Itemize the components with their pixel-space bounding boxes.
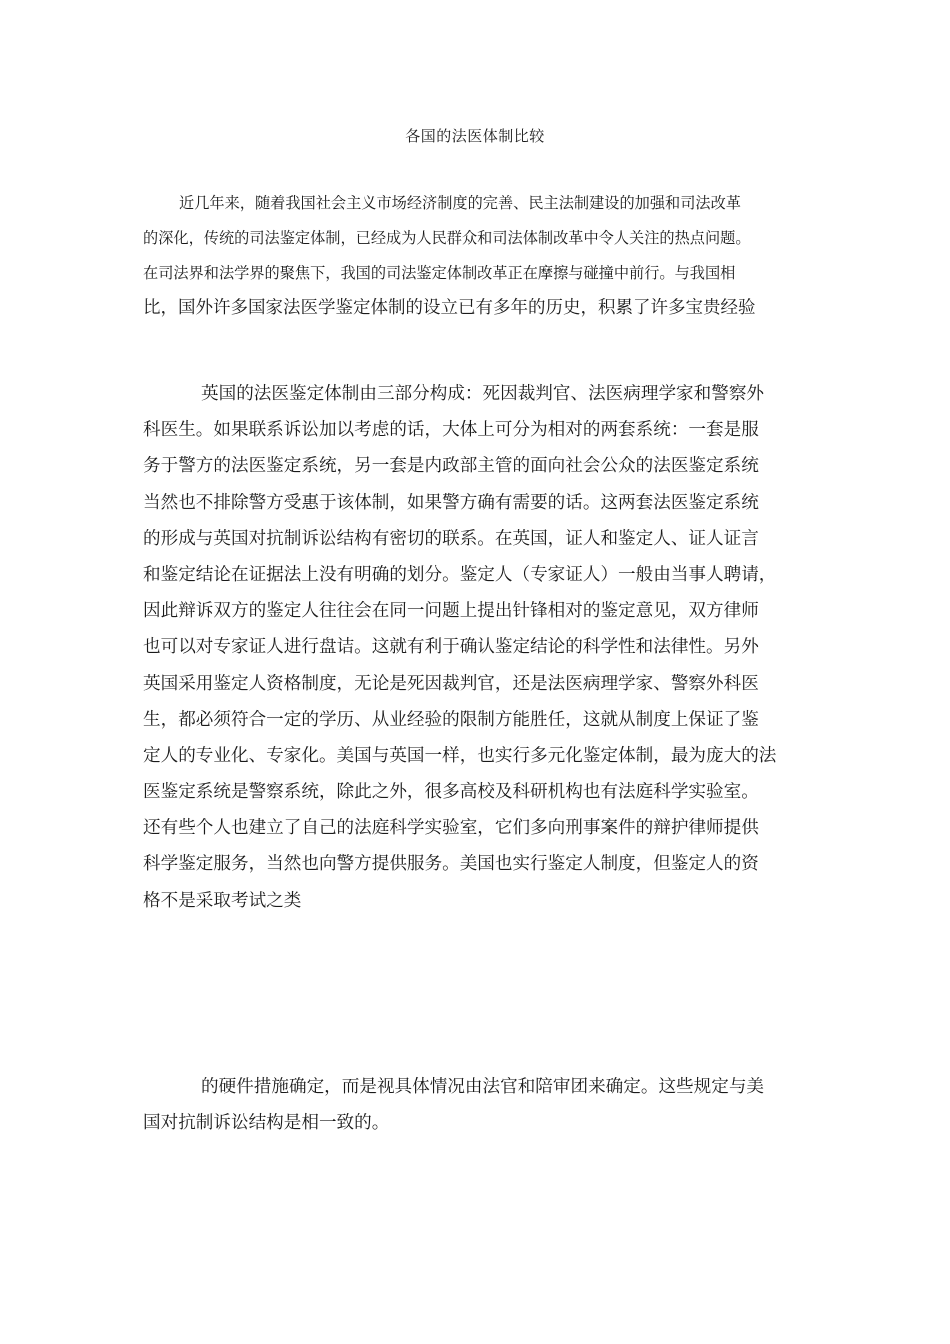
- document-title: 各国的法医体制比较: [405, 127, 545, 145]
- paragraph-line: 比，国外许多国家法医学鉴定体制的设立已有多年的历史，积累了许多宝贵经验: [143, 298, 756, 318]
- paragraph-line: 近几年来，随着我国社会主义市场经济制度的完善、民主法制建设的加强和司法改革: [179, 194, 741, 212]
- paragraph-line: 科医生。如果联系诉讼加以考虑的话，大体上可分为相对的两套系统：一套是服: [143, 420, 759, 441]
- paragraph-line: 英国的法医鉴定体制由三部分构成：死因裁判官、法医病理学家和警察外: [201, 384, 765, 404]
- paragraph-line: 国对抗制诉讼结构是相一致的。: [143, 1113, 390, 1133]
- paragraph-line: 还有些个人也建立了自己的法庭科学实验室，它们多向刑事案件的辩护律师提供: [143, 818, 759, 839]
- paragraph-line: 当然也不排除警方受惠于该体制，如果警方确有需要的话。这两套法医鉴定系统: [143, 492, 759, 513]
- paragraph-line: 的形成与英国对抗制诉讼结构有密切的联系。在英国，证人和鉴定人、证人证言: [143, 528, 759, 549]
- paragraph-line: 因此辩诉双方的鉴定人往往会在同一问题上提出针锋相对的鉴定意见，双方律师: [143, 601, 759, 622]
- paragraph-line: 务于警方的法医鉴定系统，另一套是内政部主管的面向社会公众的法医鉴定系统: [143, 456, 759, 477]
- paragraph-line: 定人的专业化、专家化。美国与英国一样，也实行多元化鉴定体制，最为庞大的法: [143, 745, 777, 766]
- paragraph-line: 的深化，传统的司法鉴定体制，已经成为人民群众和司法体制改革中令人关注的热点问题。: [143, 229, 751, 247]
- paragraph-conclusion: [143, 1069, 807, 1141]
- paragraph-line: 的硬件措施确定，而是视具体情况由法官和陪审团来确定。这些规定与美: [201, 1077, 765, 1097]
- paragraph-britain-us: [143, 376, 807, 919]
- paragraph-line: 和鉴定结论在证据法上没有明确的划分。鉴定人（专家证人）一般由当事人聘请，: [143, 564, 777, 585]
- paragraph-line: 生，都必须符合一定的学历、从业经验的限制方能胜任，这就从制度上保证了鉴: [143, 709, 759, 730]
- paragraph-line: 科学鉴定服务，当然也向警方提供服务。美国也实行鉴定人制度，但鉴定人的资: [143, 854, 759, 875]
- paragraph-line: 英国采用鉴定人资格制度，无论是死因裁判官，还是法医病理学家、警察外科医: [143, 673, 759, 694]
- paragraph-line: 格不是采取考试之类: [143, 890, 302, 911]
- paragraph-line: 在司法界和法学界的聚焦下，我国的司法鉴定体制改革正在摩擦与碰撞中前行。与我国相: [143, 264, 736, 282]
- paragraph-line: 医鉴定系统是警察系统，除此之外，很多高校及科研机构也有法庭科学实验室。: [143, 782, 759, 803]
- paragraph-line: 也可以对专家证人进行盘诘。这就有利于确认鉴定结论的科学性和法律性。另外: [143, 637, 759, 658]
- paragraph-intro: [143, 186, 807, 326]
